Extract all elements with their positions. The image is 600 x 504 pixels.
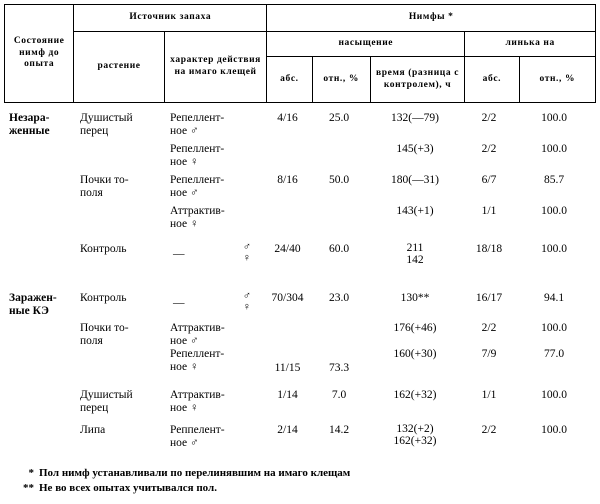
- cell-rel-molt: 77.0: [543, 348, 565, 360]
- cell-state: [4, 172, 73, 174]
- cell-state: [4, 422, 73, 424]
- cell-rel-saturation: [310, 203, 368, 205]
- cell-abs-molt: 2/2: [481, 424, 497, 436]
- cell-rel-saturation: 25.0: [328, 112, 350, 124]
- cell-sex: ♂ ♀: [242, 290, 251, 313]
- cell-dash: —: [173, 248, 185, 260]
- header-rel-molt: отн., %: [519, 57, 595, 103]
- cell-abs-molt: 16/17: [475, 292, 503, 304]
- header-abs-saturation: абс.: [267, 57, 312, 103]
- cell-abs-saturation: 70/304: [271, 292, 304, 304]
- cell-time: 143(+1): [396, 205, 434, 217]
- table-row: [4, 290, 596, 318]
- cell-character: Аттрактив- ное ♀: [170, 205, 225, 230]
- cell-rel-molt: 100.0: [541, 322, 567, 334]
- cell-abs-molt: 1/1: [481, 205, 497, 217]
- footnote-marker: **: [23, 481, 34, 494]
- cell-time: 180(—31): [391, 174, 439, 186]
- cell-time: 132(—79): [391, 112, 439, 124]
- cell-rel-molt: 94.1: [543, 292, 565, 304]
- table-body: [4, 104, 596, 454]
- cell-abs-molt: 7/9: [481, 348, 497, 360]
- cell-time: [368, 422, 462, 448]
- cell-state: Заражен- ные КЭ: [9, 292, 57, 317]
- table-row: [4, 203, 596, 231]
- cell-rel-saturation: 14.2: [328, 424, 350, 436]
- header-state: Состояние нимф до опыта: [5, 5, 74, 103]
- cell-rel-molt: 100.0: [541, 389, 567, 401]
- header-character: характер действия на имаго клещей: [164, 32, 267, 103]
- cell-state: [4, 141, 73, 143]
- header-time: время (разница с контролем), ч: [370, 57, 464, 103]
- cell-plant: Почки то- поля: [80, 174, 129, 199]
- table-row: [4, 110, 596, 138]
- cell-abs-saturation: [265, 320, 310, 322]
- table-row: [4, 141, 596, 169]
- cell-character: Репеллент- ное ♀: [170, 348, 225, 373]
- cell-rel-saturation: [310, 141, 368, 143]
- cell-abs-saturation: 1/14: [277, 389, 298, 401]
- cell-plant: Душистый перец: [80, 112, 133, 137]
- footnote-line: [18, 481, 588, 496]
- footnote-marker: *: [28, 467, 34, 479]
- cell-character: [163, 241, 265, 264]
- cell-rel-molt: 100.0: [541, 112, 567, 124]
- cell-abs-molt: 2/2: [481, 143, 497, 155]
- cell-time: 160(+30): [393, 348, 437, 360]
- header-abs-molt: абс.: [465, 57, 519, 103]
- cell-rel-saturation: 7.0: [331, 389, 347, 401]
- table-row: [4, 387, 596, 415]
- cell-abs-molt: 18/18: [475, 243, 503, 255]
- cell-character: Репеллент- ное ♂: [170, 112, 225, 137]
- cell-plant: [73, 203, 163, 205]
- cell-time: 130**: [400, 292, 430, 304]
- cell-character: Реппелент- ное ♂: [170, 424, 225, 449]
- cell-rel-molt: 100.0: [541, 243, 567, 255]
- cell-rel-saturation: 73.3: [328, 362, 350, 374]
- footnotes: [18, 466, 588, 496]
- cell-time-stack: 132(+2) 162(+32): [393, 423, 437, 447]
- cell-plant: Почки то- поля: [80, 322, 129, 347]
- cell-state: [4, 320, 73, 322]
- cell-abs-molt: 1/1: [481, 389, 497, 401]
- header-group-saturation: насыщение: [267, 32, 465, 57]
- cell-abs-saturation: 8/16: [277, 174, 298, 186]
- cell-time: 145(+3): [396, 143, 434, 155]
- cell-plant: Контроль: [80, 243, 127, 255]
- cell-time-stack: 211 142: [406, 242, 424, 266]
- table-row: [4, 172, 596, 200]
- cell-character: Репеллент- ное ♀: [170, 143, 225, 168]
- cell-rel-saturation: 23.0: [328, 292, 350, 304]
- cell-abs-saturation: 24/40: [274, 243, 301, 255]
- cell-plant: Контроль: [80, 292, 127, 304]
- cell-abs-saturation: [265, 141, 310, 143]
- cell-character: Аттрактив- ное ♂: [170, 322, 225, 347]
- cell-state: [4, 241, 73, 243]
- cell-sex: ♂ ♀: [242, 241, 251, 264]
- cell-time: 162(+32): [393, 389, 437, 401]
- cell-abs-molt: 6/7: [481, 174, 497, 186]
- cell-rel-molt: 100.0: [541, 205, 567, 217]
- cell-abs-molt: 2/2: [481, 112, 497, 124]
- cell-dash: —: [173, 297, 185, 309]
- footnote-text: Пол нимф устанавливали по перелинявшим на имаго клещам: [39, 467, 351, 479]
- cell-abs-saturation: 11/15: [274, 362, 301, 374]
- header-group-nymphs: Нимфы *: [267, 5, 596, 32]
- cell-abs-molt: 2/2: [481, 322, 497, 334]
- cell-state: [4, 203, 73, 205]
- cell-rel-saturation: 60.0: [328, 243, 350, 255]
- header-plant: растение: [74, 32, 164, 103]
- cell-time: [368, 241, 462, 267]
- cell-abs-saturation: 4/16: [277, 112, 298, 124]
- cell-rel-molt: 85.7: [543, 174, 565, 186]
- cell-time: 176(+46): [393, 322, 437, 334]
- cell-state: [4, 387, 73, 389]
- cell-plant: [73, 346, 163, 348]
- header-rel-saturation: отн., %: [312, 57, 370, 103]
- header-group-odor: Источник запаха: [74, 5, 267, 32]
- table-row: [4, 320, 596, 348]
- cell-abs-saturation: 2/14: [277, 424, 298, 436]
- cell-state: [4, 346, 73, 348]
- cell-abs-saturation: [265, 203, 310, 205]
- header-group-molt: линька на: [465, 32, 596, 57]
- cell-plant: Душистый перец: [80, 389, 133, 414]
- footnote-line: [18, 466, 588, 481]
- cell-rel-molt: 100.0: [541, 143, 567, 155]
- cell-rel-saturation: 50.0: [328, 174, 350, 186]
- table-row: [4, 422, 596, 450]
- cell-plant: Липа: [80, 424, 106, 436]
- cell-character: Аттрактив- ное ♀: [170, 389, 225, 414]
- table-header: [4, 4, 596, 103]
- cell-rel-saturation: [310, 320, 368, 322]
- cell-rel-molt: 100.0: [541, 424, 567, 436]
- cell-plant: [73, 141, 163, 143]
- table-row: [4, 241, 596, 267]
- table-row: [4, 346, 596, 375]
- cell-character: Репеллент- ное ♂: [170, 174, 225, 199]
- footnote-text: Не во всех опытах учитывался пол.: [39, 481, 217, 494]
- cell-character: [163, 290, 265, 313]
- cell-state: Незара- женные: [9, 112, 50, 137]
